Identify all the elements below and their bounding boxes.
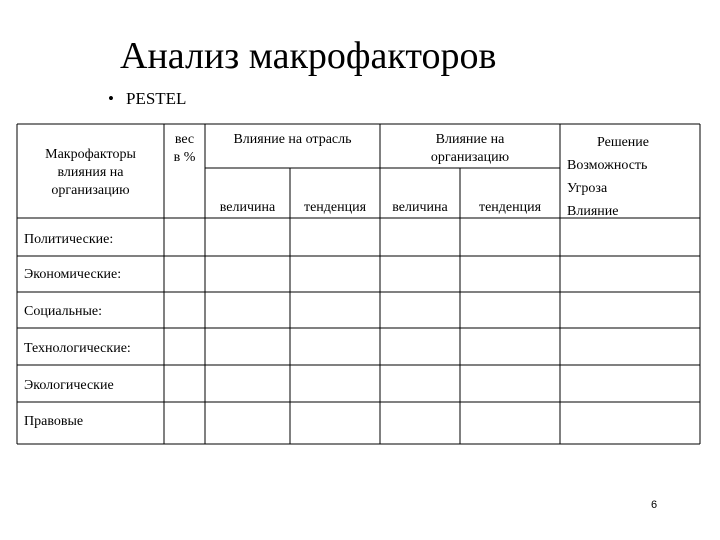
subheader-organization-magnitude: величина [392, 200, 448, 215]
header-organization-influence: Влияние на организацию [430, 132, 510, 165]
subheader-industry-trend: тенденция [303, 200, 367, 215]
subheader-industry-magnitude: величина [219, 200, 276, 215]
row-label-technological: Технологические: [24, 341, 131, 356]
header-industry-influence: Влияние на отрасль [233, 132, 352, 147]
page-number: 6 [651, 499, 658, 511]
row-label-social: Социальные: [24, 304, 103, 319]
bullet-marker: • [108, 89, 114, 108]
row-label-political: Политические: [24, 232, 114, 247]
page-title: Анализ макрофакторов [120, 35, 497, 77]
row-label-legal: Правовые [24, 414, 84, 429]
header-decision: Решение Возможность Угроза Влияние [567, 135, 650, 219]
subheader-organization-trend: тенденция [478, 200, 542, 215]
bullet-text: PESTEL [126, 89, 187, 108]
header-weight: вес в % [173, 132, 196, 165]
header-factors: Макрофакторы влияния на организацию [45, 147, 136, 198]
row-label-ecological: Экологические [24, 378, 114, 393]
row-label-economic: Экономические: [24, 267, 122, 282]
